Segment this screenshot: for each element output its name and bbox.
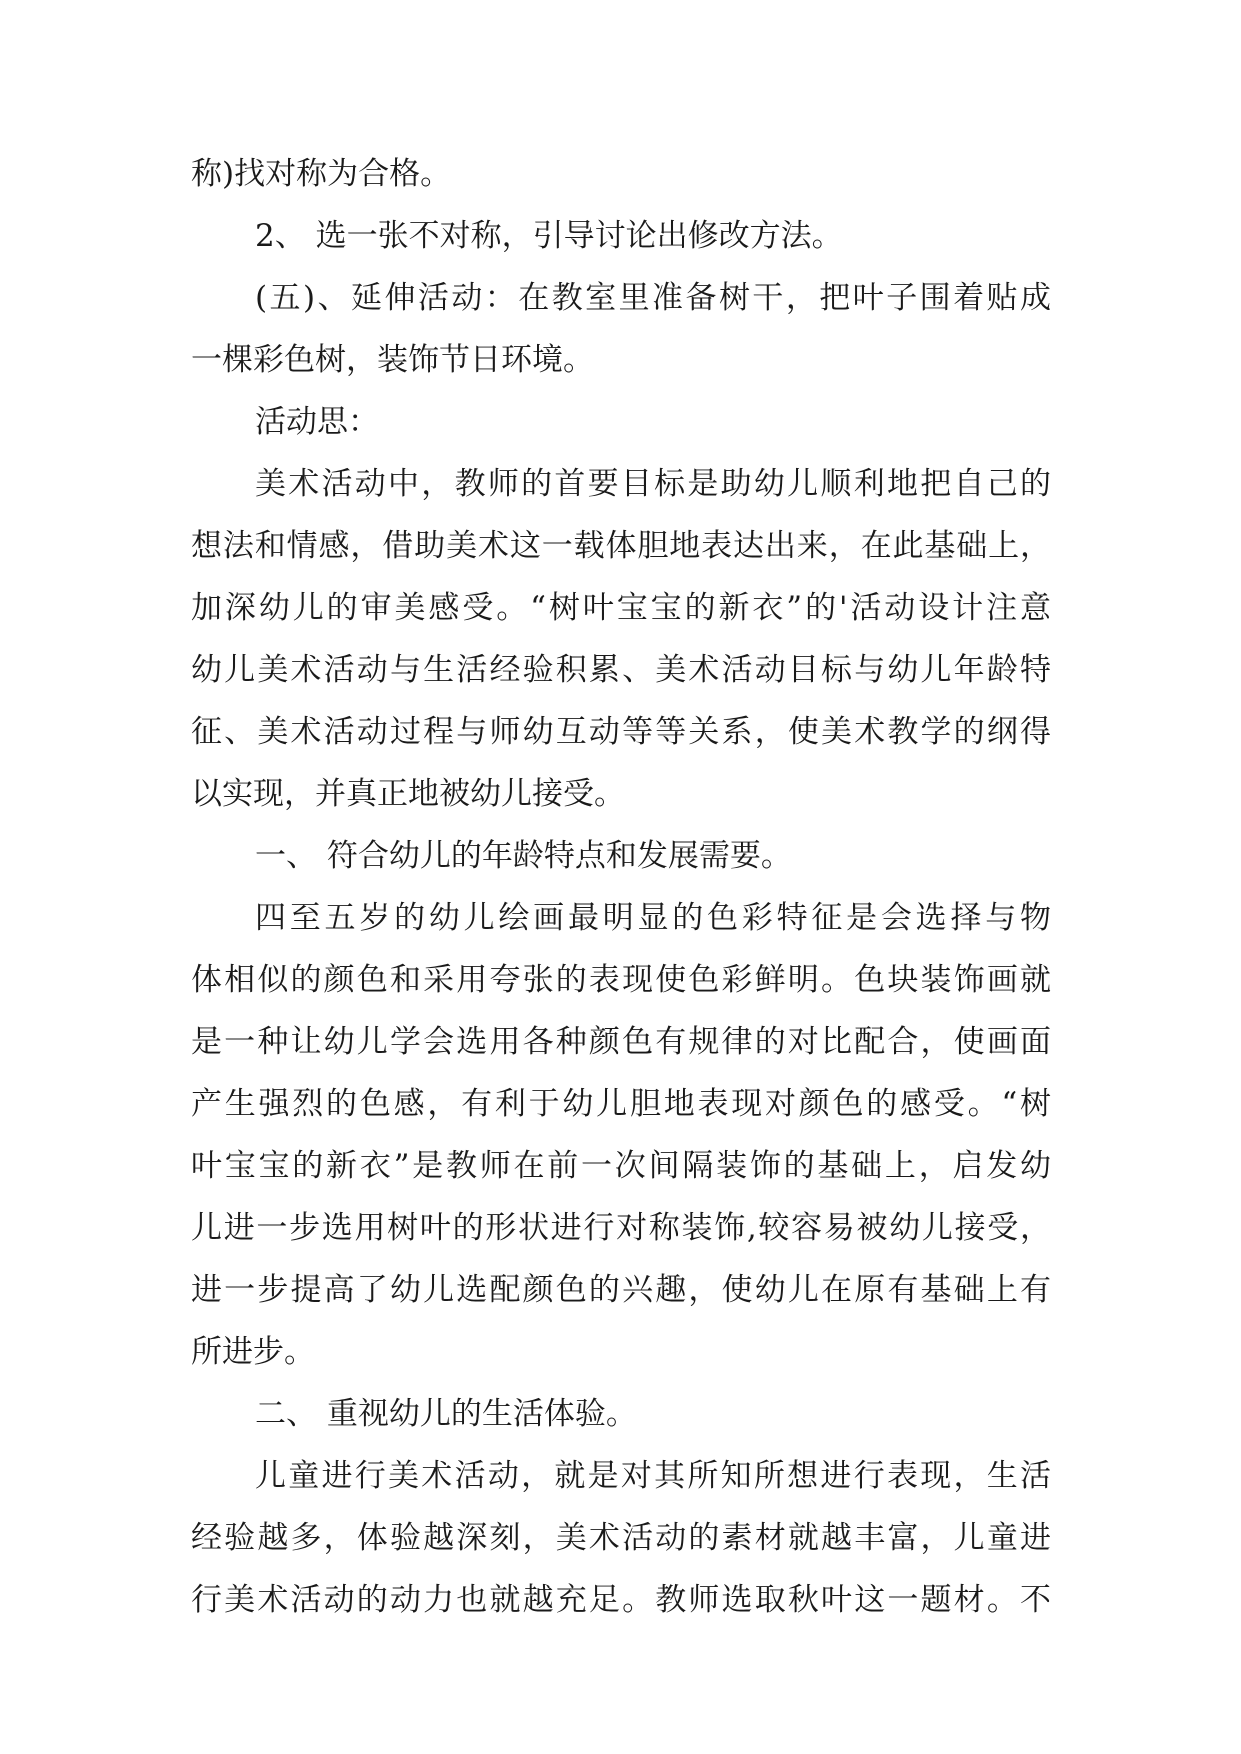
section-heading-two: 二、 重视幼儿的生活体验。	[255, 1396, 637, 1432]
paragraph-line: 是一种让幼儿学会选用各种颜色有规律的对比配合，使画面	[191, 1024, 1051, 1060]
section-heading-reflection: 活动思：	[255, 404, 379, 440]
paragraph-line: 幼儿美术活动与生活经验积累、美术活动目标与幼儿年龄特	[191, 652, 1051, 688]
paragraph-line: 行美术活动的动力也就越充足。教师选取秋叶这一题材。不	[191, 1582, 1051, 1618]
paragraph-line: 以实现，并真正地被幼儿接受。	[191, 776, 625, 812]
paragraph-line: 想法和情感，借助美术这一载体胆地表达出来，在此基础上，	[191, 528, 1051, 564]
paragraph-line: 四至五岁的幼儿绘画最明显的色彩特征是会选择与物	[255, 900, 1051, 936]
section-heading-extension: (五)、延伸活动：在教室里准备树干，把叶子围着贴成	[255, 280, 1051, 316]
paragraph-line: 征、美术活动过程与师幼互动等等关系，使美术教学的纲得	[191, 714, 1051, 750]
text-line: 一棵彩色树，装饰节日环境。	[191, 342, 594, 378]
paragraph-line: 儿进一步选用树叶的形状进行对称装饰,较容易被幼儿接受，	[191, 1210, 1051, 1246]
section-heading-one: 一、 符合幼儿的年龄特点和发展需要。	[255, 838, 792, 874]
paragraph-line: 体相似的颜色和采用夸张的表现使色彩鲜明。色块装饰画就	[191, 962, 1051, 998]
paragraph-line: 加深幼儿的审美感受。“树叶宝宝的新衣”的'活动设计注意	[191, 590, 1051, 626]
paragraph-line: 儿童进行美术活动，就是对其所知所想进行表现，生活	[255, 1458, 1051, 1494]
paragraph-line: 进一步提高了幼儿选配颜色的兴趣，使幼儿在原有基础上有	[191, 1272, 1051, 1308]
paragraph-line: 经验越多，体验越深刻，美术活动的素材就越丰富，儿童进	[191, 1520, 1051, 1556]
text-line: 称)找对称为合格。	[191, 156, 452, 192]
paragraph-line: 所进步。	[191, 1334, 315, 1370]
paragraph-line: 叶宝宝的新衣”是教师在前一次间隔装饰的基础上，启发幼	[191, 1148, 1051, 1184]
paragraph-line: 产生强烈的色感，有利于幼儿胆地表现对颜色的感受。“树	[191, 1086, 1051, 1122]
paragraph-line: 美术活动中，教师的首要目标是助幼儿顺利地把自己的	[255, 466, 1051, 502]
list-item-2: 2、 选一张不对称，引导讨论出修改方法。	[255, 218, 843, 254]
